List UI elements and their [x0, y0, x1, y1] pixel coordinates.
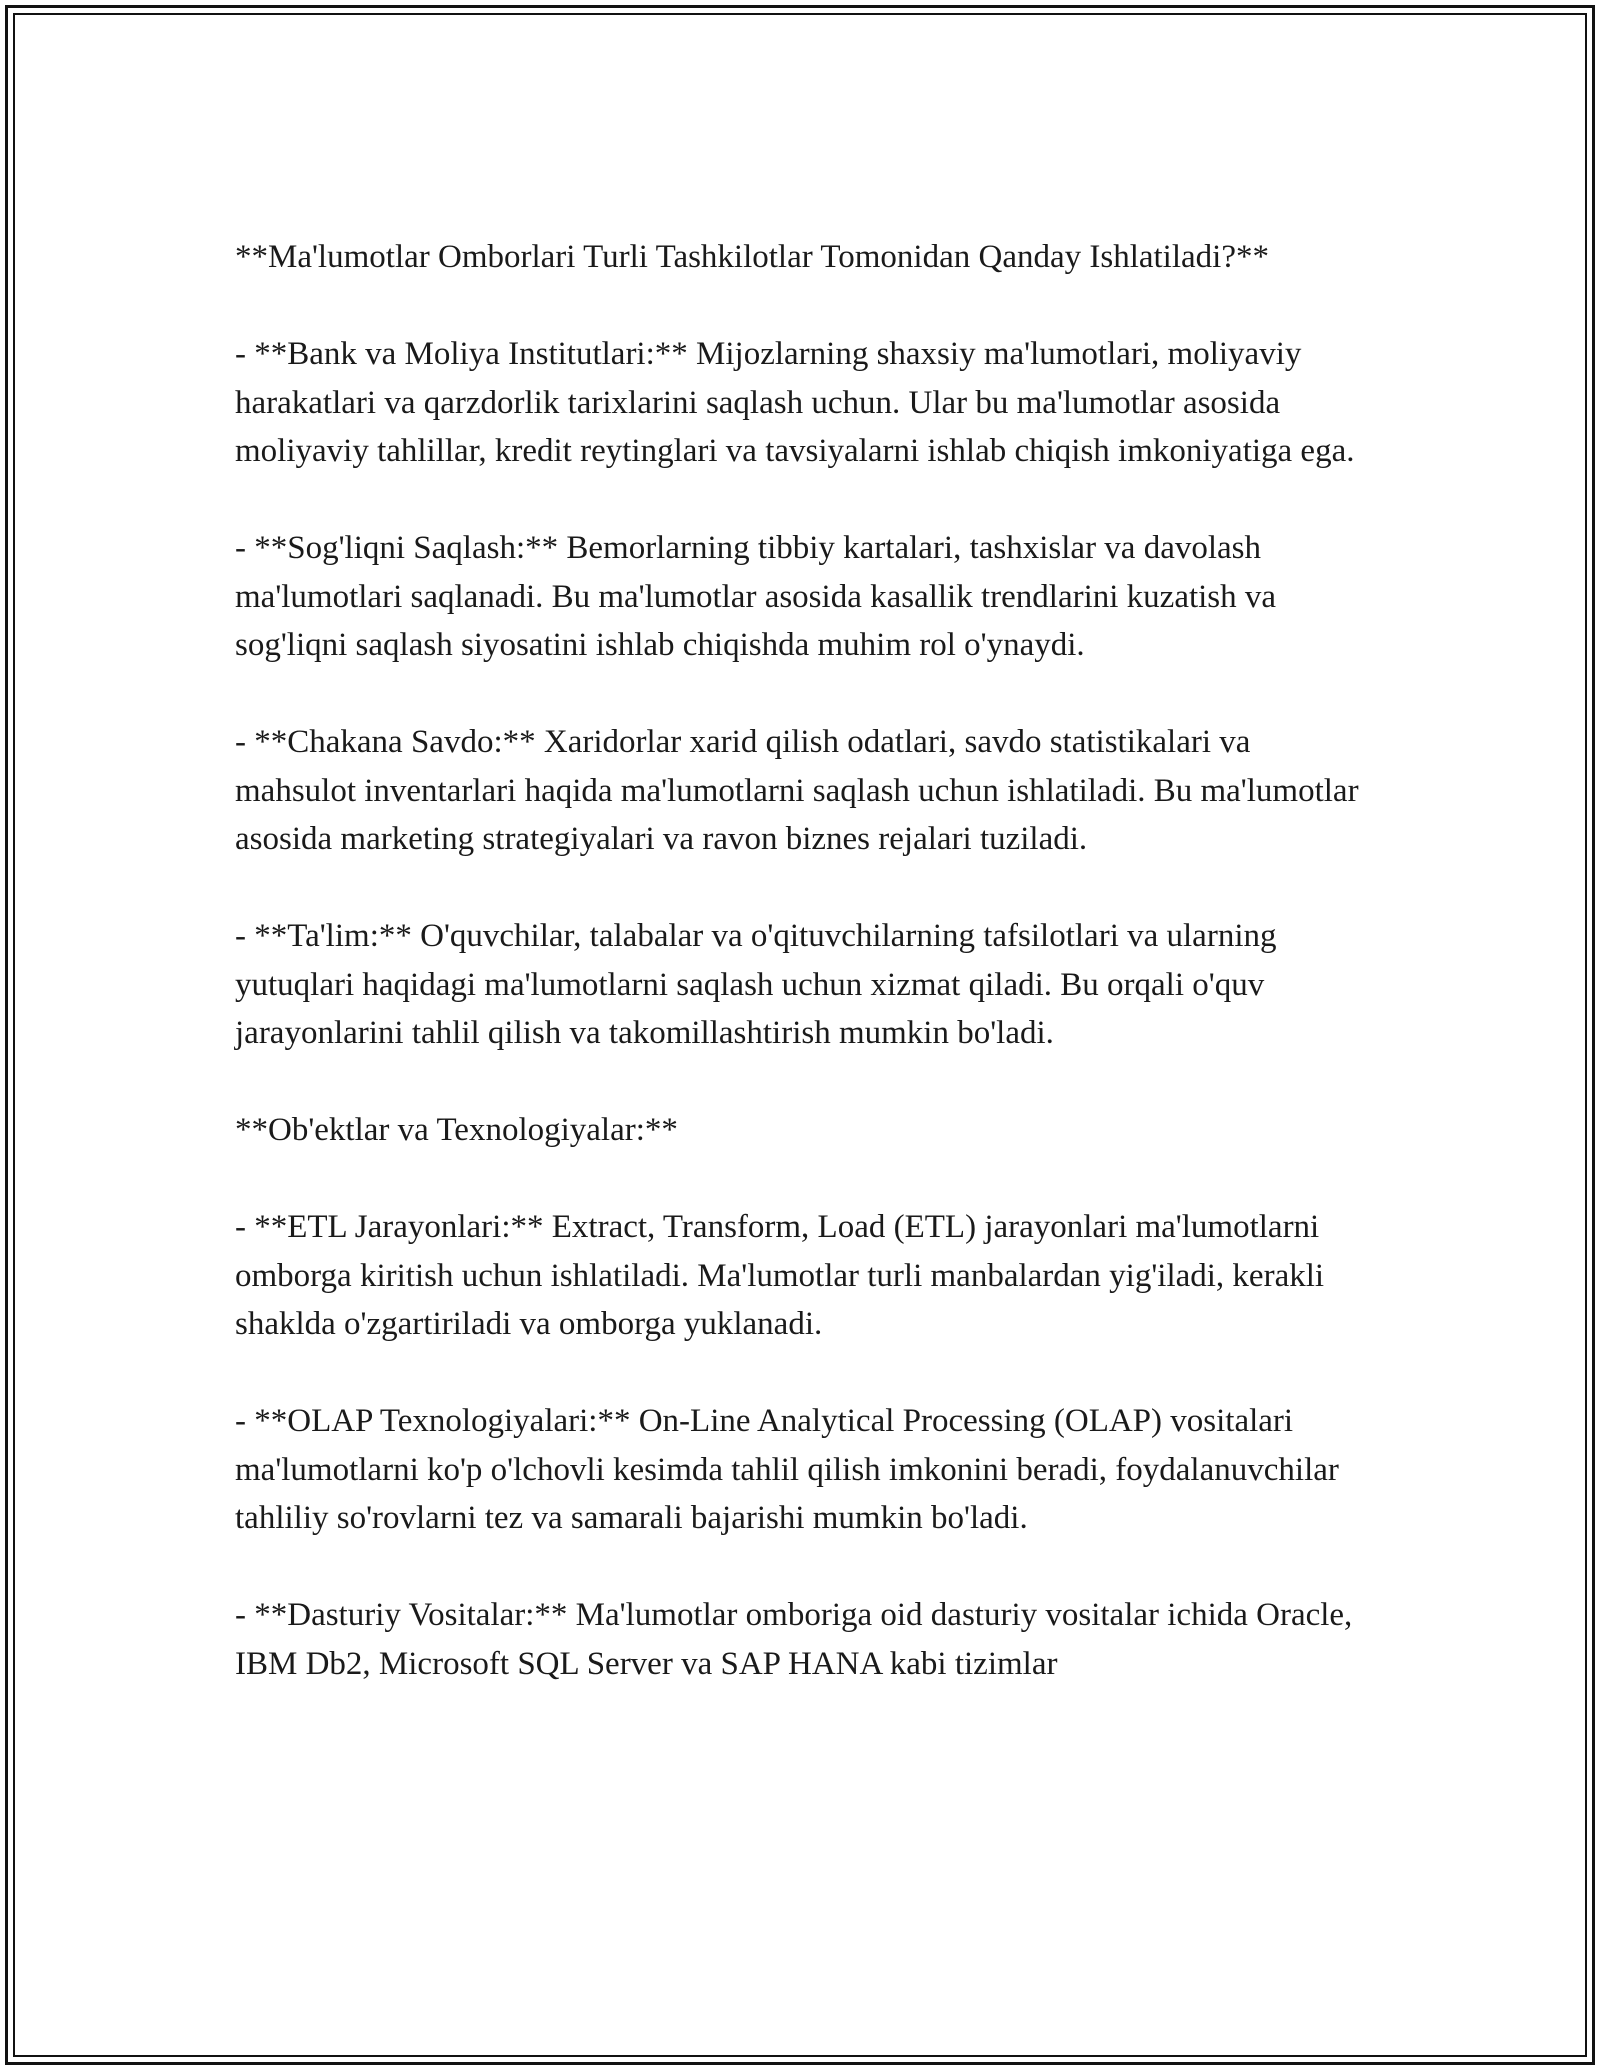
section-heading-technologies: **Ob'ektlar va Texnologiyalar:** [235, 1112, 678, 1148]
document-body [235, 233, 1375, 1688]
list-item-healthcare: - **Sog'liqni Saqlash:** Bemorlarning tibbiy kartalari, tashxislar va davolash ma'lumotlari saqlanadi. Bu ma'lumotlar asosida kasallik trendlarini kuzatish va sog'liqni saqlash siyosatini ishlab chiqishda muhim rol o'ynaydi. [235, 530, 1277, 663]
list-item-retail: - **Chakana Savdo:** Xaridorlar xarid qilish odatlari, savdo statistikalari va mahsulot inventarlari haqida ma'lumotlarni saqlash uchun ishlatiladi. Bu ma'lumotlar asosida marketing strategiyalari va ravon biznes rejalari tuziladi. [235, 724, 1359, 857]
list-item-etl: - **ETL Jarayonlari:** Extract, Transform, Load (ETL) jarayonlari ma'lumotlarni omborga kiritish uchun ishlatiladi. Ma'lumotlar turli manbalardan yig'iladi, kerakli shaklda o'zgartiriladi va omborga yuklanadi. [235, 1209, 1325, 1342]
section-heading-usage: **Ma'lumotlar Omborlari Turli Tashkilotlar Tomonidan Qanday Ishlatiladi?** [235, 239, 1269, 275]
list-item-software-tools: - **Dasturiy Vositalar:** Ma'lumotlar omboriga oid dasturiy vositalar ichida Oracle, IBM Db2, Microsoft SQL Server va SAP HANA kabi tizimlar [235, 1597, 1353, 1682]
list-item-education: - **Ta'lim:** O'quvchilar, talabalar va o'qituvchilarning tafsilotlari va ularning yutuqlari haqidagi ma'lumotlarni saqlash uchun xizmat qiladi. Bu orqali o'quv jarayonlarini tahlil qilish va takomillashtirish mumkin bo'ladi. [235, 918, 1277, 1051]
list-item-banking: - **Bank va Moliya Institutlari:** Mijozlarning shaxsiy ma'lumotlari, moliyaviy harakatlari va qarzdorlik tarixlarini saqlash uchun. Ular bu ma'lumotlar asosida moliyaviy tahlillar, kredit reytinglari va tavsiyalarni ishlab chiqish imkoniyatiga ega. [235, 336, 1355, 469]
list-item-olap: - **OLAP Texnologiyalari:** On-Line Analytical Processing (OLAP) vositalari ma'lumotlarni ko'p o'lchovli kesimda tahlil qilish imkonini beradi, foydalanuvchilar tahliliy so'rovlarni tez va samarali bajarishi mumkin bo'ladi. [235, 1403, 1339, 1536]
